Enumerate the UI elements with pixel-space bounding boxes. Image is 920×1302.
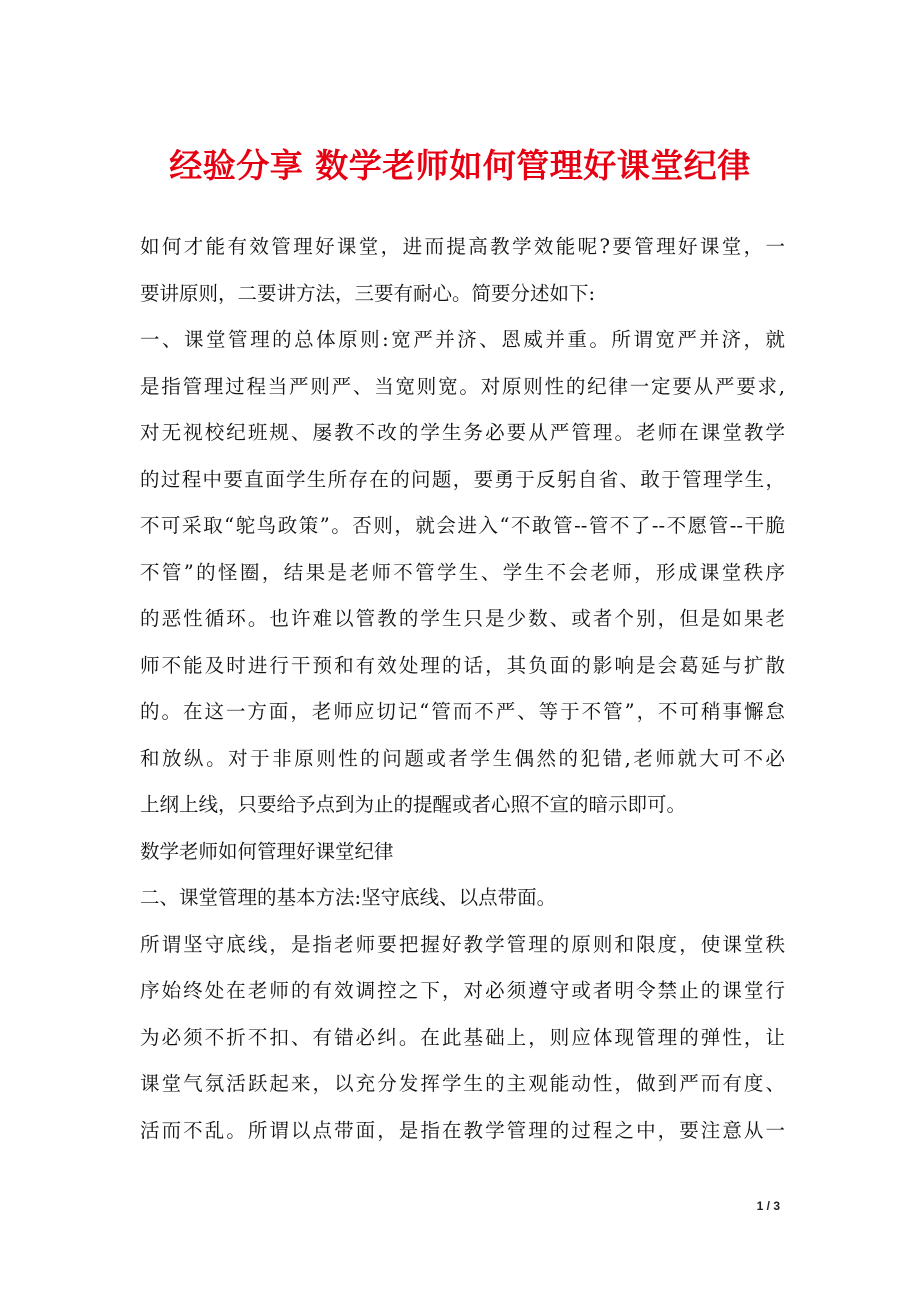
text-line: 是指管理过程当严则严、当宽则宽。对原则性的纪律一定要从严要求, <box>140 374 785 398</box>
text-line: 序始终处在老师的有效调控之下，对必须遵守或者明令禁止的课堂行 <box>140 979 785 1002</box>
text-line: 二、课堂管理的基本方法:坚守底线、以点带面。 <box>140 886 557 909</box>
text-line: 和放纵。对于非原则性的问题或者学生偶然的犯错,老师就大可不必 <box>140 746 785 770</box>
text-line: 上纲上线，只要给予点到为止的提醒或者心照不宣的暗示即可。 <box>140 793 687 816</box>
text-line: 所谓坚守底线，是指老师要把握好教学管理的原则和限度，使课堂秩 <box>140 932 785 956</box>
document-title: 经验分享 数学老师如何管理好课堂纪律 <box>169 146 751 185</box>
text-line: 不管”的怪圈，结果是老师不管学生、学生不会老师，形成课堂秩序 <box>140 560 785 584</box>
text-line: 的。在这一方面，老师应切记“管而不严、等于不管”，不可稍事懈怠 <box>140 700 785 723</box>
text-line: 的过程中要直面学生所存在的问题，要勇于反躬自省、敢于管理学生， <box>140 467 785 491</box>
text-line: 课堂气氛活跃起来，以充分发挥学生的主观能动性，做到严而有度、 <box>140 1072 785 1095</box>
text-line: 的恶性循环。也许难以管教的学生只是少数、或者个别，但是如果老 <box>140 607 785 630</box>
page-number: 1 / 3 <box>756 1199 780 1213</box>
text-line: 数学老师如何管理好课堂纪律 <box>140 839 394 863</box>
text-line: 要讲原则，二要讲方法，三要有耐心。简要分述如下: <box>140 281 596 305</box>
text-line: 活而不乱。所谓以点带面，是指在教学管理的过程之中，要注意从一 <box>140 1118 785 1142</box>
text-line: 一、课堂管理的总体原则:宽严并济、恩威并重。所谓宽严并济，就 <box>140 328 785 351</box>
document-body <box>140 224 785 1154</box>
text-line: 如何才能有效管理好课堂，进而提高教学效能呢?要管理好课堂，一 <box>140 235 785 258</box>
text-line: 不可采取“鸵鸟政策”。否则，就会进入“不敢管--管不了--不愿管--干脆 <box>140 514 785 537</box>
text-line: 为必须不折不扣、有错必纠。在此基础上，则应体现管理的弹性，让 <box>140 1025 785 1049</box>
text-line: 对无视校纪班规、屡教不改的学生务必要从严管理。老师在课堂教学 <box>140 421 785 444</box>
text-line: 师不能及时进行干预和有效处理的话，其负面的影响是会葛延与扩散 <box>140 653 785 677</box>
